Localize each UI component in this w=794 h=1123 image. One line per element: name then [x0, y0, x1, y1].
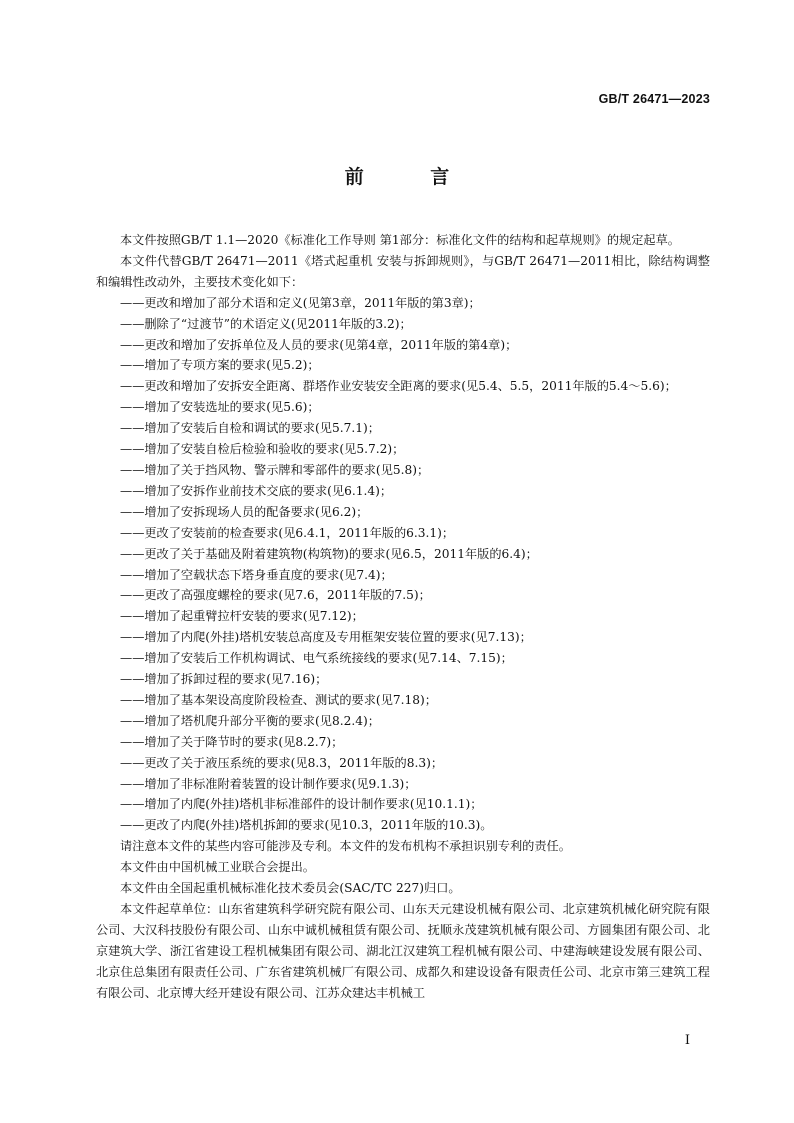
change-item: ——增加了安装自检后检验和验收的要求(见5.7.2)；: [120, 442, 405, 457]
change-item: ——增加了拆卸过程的要求(见7.16)；: [120, 672, 328, 687]
page-number: I: [684, 1033, 690, 1048]
change-item: ——增加了非标准附着装置的设计制作要求(见9.1.3)；: [120, 776, 417, 791]
change-item: ——更改了关于液压系统的要求(见8.3，2011年版的8.3)；: [120, 755, 444, 770]
change-item: ——增加了安装选址的要求(见5.6)；: [120, 400, 320, 415]
change-item: ——增加了内爬(外挂)塔机非标准部件的设计制作要求(见10.1.1)；: [120, 797, 483, 812]
change-item: ——删除了“过渡节”的术语定义(见2011年版的3.2)；: [120, 316, 412, 331]
changes-list: [96, 293, 710, 837]
intro-paragraph-replacement: 本文件代替GB/T 26471—2011《塔式起重机 安装与拆卸规则》，与GB/T 26471—2011相比，除结构调整和编辑性改动外，主要技术变化如下：: [96, 253, 710, 289]
committee-statement: 本文件由全国起重机械标准化技术委员会(SAC/TC 227)归口。: [120, 881, 461, 896]
drafting-units: 本文件起草单位：山东省建筑科学研究院有限公司、山东天元建设机械有限公司、北京建筑机械化研究院有限公司、大汉科技股份有限公司、山东中诚机械租赁有限公司、抚顺永茂建筑机械有限公司、方圆集团有限公司、北京建筑大学、浙江省建设工程机械集团有限公司、湖北江汉建筑工程机械有限公司、中建海峡建设发展有限公司、北京住总集团有限责任公司、广东省建筑机械厂有限公司、成都久和建设设备有限责任公司、北京市第三建筑工程有限公司、北京博大经开建设有限公司、江苏众建达丰机械工: [96, 902, 710, 1000]
patent-notice: 请注意本文件的某些内容可能涉及专利。本文件的发布机构不承担识别专利的责任。: [120, 839, 571, 854]
change-item: ——更改了高强度螺栓的要求(见7.6，2011年版的7.5)；: [120, 588, 431, 603]
change-item: ——增加了空载状态下塔身垂直度的要求(见7.4)；: [120, 567, 393, 582]
change-item: ——更改和增加了部分术语和定义(见第3章，2011年版的第3章)；: [120, 295, 481, 310]
change-item: ——更改了关于基础及附着建筑物(构筑物)的要求(见6.5，2011年版的6.4)；: [120, 546, 538, 561]
change-item: ——增加了起重臂拉杆安装的要求(见7.12)；: [120, 609, 364, 624]
foreword-body: [96, 230, 710, 1004]
change-item: ——增加了专项方案的要求(见5.2)；: [120, 358, 320, 373]
change-item: ——更改和增加了安拆安全距离、群塔作业安装安全距离的要求(见5.4、5.5，2011年版的5.4～5.6)；: [120, 379, 677, 394]
change-item: ——增加了关于降节时的要求(见8.2.7)；: [120, 734, 344, 749]
intro-paragraph-drafting-rules: 本文件按照GB/T 1.1—2020《标准化工作导则 第1部分：标准化文件的结构和起草规则》的规定起草。: [120, 233, 680, 247]
change-item: ——更改和增加了安拆单位及人员的要求(见第4章，2011年版的第4章)；: [120, 337, 518, 352]
change-item: ——增加了内爬(外挂)塔机安装总高度及专用框架安装位置的要求(见7.13)；: [120, 630, 532, 645]
change-item: ——更改了安装前的检查要求(见6.4.1，2011年版的6.3.1)；: [120, 525, 455, 540]
change-item: ——增加了关于挡风物、警示牌和零部件的要求(见5.8)；: [120, 462, 430, 477]
standard-number: GB/T 26471—2023: [598, 92, 710, 106]
change-item: ——增加了基本架设高度阶段检查、测试的要求(见7.18)；: [120, 692, 437, 707]
change-item: ——增加了安拆作业前技术交底的要求(见6.1.4)；: [120, 483, 393, 498]
change-item: ——增加了塔机爬升部分平衡的要求(见8.2.4)；: [120, 713, 380, 728]
proposer-statement: 本文件由中国机械工业联合会提出。: [120, 860, 315, 875]
change-item: ——增加了安装后工作机构调试、电气系统接线的要求(见7.14、7.15)；: [120, 651, 513, 666]
page-title: 前 言: [344, 166, 480, 188]
change-item: ——增加了安装后自检和调试的要求(见5.7.1)；: [120, 421, 380, 436]
change-item: ——增加了安拆现场人员的配备要求(见6.2)；: [120, 504, 369, 519]
change-item: ——更改了内爬(外挂)塔机拆卸的要求(见10.3，2011年版的10.3)。: [120, 818, 493, 833]
